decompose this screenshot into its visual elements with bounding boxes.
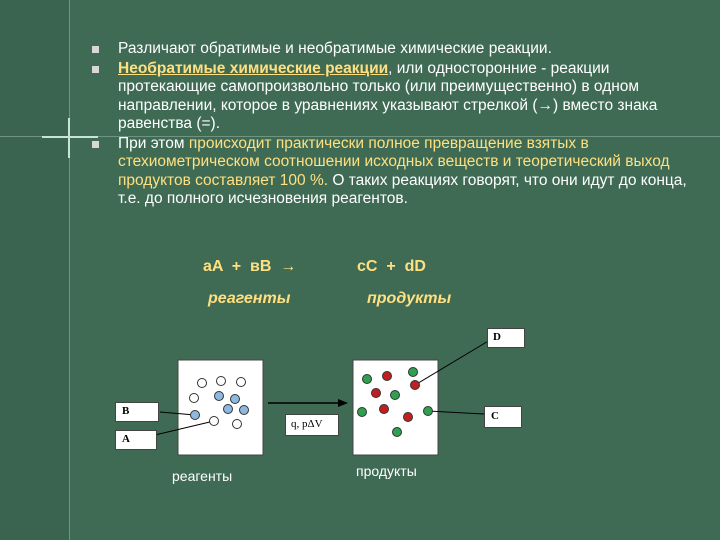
- bullet-text: , или односторонние - реакции протекающие самопроизвольно только (или преимущественно) в одном направлении, которое в уравнениях указывают стрелкой (→) вместо знака равенства (=).: [118, 59, 658, 132]
- label-reagents: реагенты: [208, 290, 291, 307]
- conditions-label: q, pΔV: [291, 418, 323, 430]
- caption-reagents: реагенты: [172, 468, 233, 484]
- equation-right: cC + dD: [357, 258, 426, 275]
- particle-c: [393, 428, 402, 437]
- reagent-container: [178, 360, 263, 455]
- particle-c: [424, 407, 433, 416]
- particle-b: [215, 392, 224, 401]
- particle-d: [372, 389, 381, 398]
- particle-d: [404, 413, 413, 422]
- phrase-highlight: происходит практически полное превращение взятых в стехиометрическом соотношении исходных веществ и теоретический выход продуктов составляет 100 %.: [118, 134, 670, 189]
- particle-c: [363, 375, 372, 384]
- particle-a: [198, 379, 207, 388]
- label-box-a: [115, 430, 157, 450]
- particle-a: [237, 378, 246, 387]
- label-d: D: [493, 331, 501, 343]
- particle-b: [240, 406, 249, 415]
- particle-d: [411, 381, 420, 390]
- particle-c: [358, 408, 367, 417]
- arrow-head-icon: [338, 399, 348, 407]
- conditions-box: [285, 414, 339, 436]
- label-box-d: [487, 328, 525, 348]
- bullet-text: Различают обратимые и необратимые химические реакции.: [118, 40, 552, 57]
- term-highlight: Необратимые химические реакции: [118, 59, 389, 77]
- label-box-c: [484, 406, 522, 428]
- caption-products: продукты: [356, 463, 417, 479]
- label-products: продукты: [367, 290, 452, 307]
- particle-a: [233, 420, 242, 429]
- particle-c: [391, 391, 400, 400]
- particle-d: [380, 405, 389, 414]
- label-box-b: [115, 402, 159, 422]
- label-b: B: [122, 405, 130, 417]
- label-c: C: [491, 410, 499, 422]
- equation-left: аA + вB →: [203, 258, 297, 275]
- particle-b: [224, 405, 233, 414]
- bullet-text: При этом: [118, 134, 189, 152]
- particle-b: [191, 411, 200, 420]
- particle-a: [217, 377, 226, 386]
- particle-a: [210, 417, 219, 426]
- particle-c: [409, 368, 418, 377]
- particle-d: [383, 372, 392, 381]
- bullet-text: О таких реакциях говорят, что они идут до конца, т.е. до полного исчезновения реагентов.: [118, 171, 687, 207]
- label-a: A: [122, 433, 130, 445]
- particle-a: [190, 394, 199, 403]
- particle-b: [231, 395, 240, 404]
